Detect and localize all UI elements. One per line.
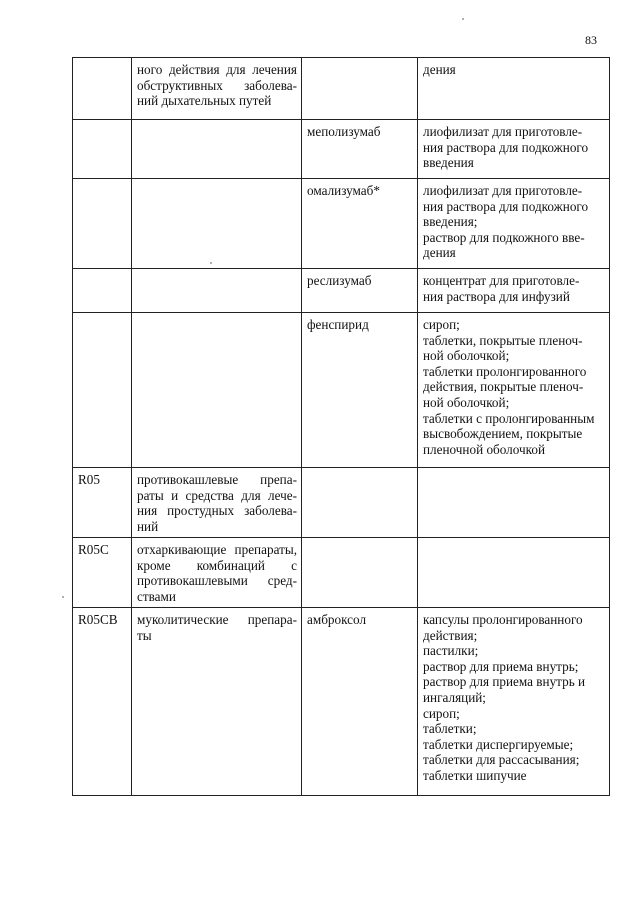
dosage-form-cell — [418, 58, 610, 120]
dosage-form-line: таблетки шипучие — [423, 767, 527, 783]
table-row — [73, 269, 610, 313]
atc-code-cell — [73, 179, 132, 269]
anatomical-group-cell — [132, 468, 302, 538]
group-text-line: ния простудных заболева- — [137, 503, 297, 519]
drug-name-cell — [302, 269, 418, 313]
anatomical-group-cell — [132, 608, 302, 796]
dosage-form-line: введения; — [423, 214, 478, 230]
drug-name: реслизумаб — [307, 273, 372, 288]
group-text-line: муколитические препара- — [137, 612, 297, 627]
dosage-form-line: таблетки диспергируемые; — [423, 736, 574, 752]
dosage-form-line: раствор для приема внутрь; — [423, 658, 579, 674]
drug-name-cell — [302, 313, 418, 468]
table-row — [73, 608, 610, 796]
dosage-form-line: ния раствора для подкожного — [423, 198, 589, 214]
drug-name-cell — [302, 468, 418, 538]
group-text-line: ного действия для лечения — [137, 62, 297, 77]
table-row — [73, 179, 610, 269]
atc-code: R05 — [78, 472, 100, 487]
dosage-form-line: сироп; — [423, 705, 460, 721]
group-text-line: ний — [137, 518, 159, 534]
page-number: 83 — [585, 33, 597, 47]
dosage-form-line: таблетки пролонгированного — [423, 363, 587, 379]
drug-name: омализумаб* — [307, 183, 380, 198]
dosage-form-line: действия; — [423, 627, 478, 643]
atc-code-cell — [73, 538, 132, 608]
drug-name-cell — [302, 179, 418, 269]
drug-name: меполизумаб — [307, 124, 381, 139]
group-text-line: отхаркивающие препараты, — [137, 542, 297, 557]
dosage-form-cell — [418, 468, 610, 538]
dosage-form-line: капсулы пролонгированного — [423, 612, 583, 627]
dosage-form-line: таблетки для рассасывания; — [423, 752, 580, 768]
anatomical-group-cell — [132, 179, 302, 269]
scan-speck — [210, 262, 212, 264]
table-row — [73, 58, 610, 120]
anatomical-group-cell — [132, 269, 302, 313]
dosage-form-cell — [418, 313, 610, 468]
dosage-form-cell — [418, 269, 610, 313]
dosage-form-line: дения — [423, 245, 456, 261]
drug-name: фенспирид — [307, 317, 369, 332]
dosage-form-line: ния раствора для инфузий — [423, 288, 570, 304]
table-row — [73, 120, 610, 179]
dosage-form-line: введения — [423, 155, 474, 171]
dosage-form-line: ной оболочкой; — [423, 394, 510, 410]
group-text-line: ты — [137, 627, 152, 643]
drug-name: амброксол — [307, 612, 367, 627]
drug-name-cell — [302, 58, 418, 120]
dosage-form-line: раствор для подкожного вве- — [423, 229, 585, 245]
scan-speck — [62, 596, 64, 598]
anatomical-group-cell — [132, 313, 302, 468]
dosage-form-cell — [418, 608, 610, 796]
dosage-form-line: таблетки с пролонгированным — [423, 410, 595, 426]
anatomical-group-cell — [132, 58, 302, 120]
atc-code: R05CB — [78, 612, 118, 627]
dosage-form-line: таблетки, покрытые пленоч- — [423, 332, 583, 348]
atc-code-cell — [73, 269, 132, 313]
dosage-form-line: действия, покрытые пленоч- — [423, 379, 584, 395]
table-row — [73, 538, 610, 608]
atc-code-cell — [73, 608, 132, 796]
drug-name-cell — [302, 538, 418, 608]
dosage-form-line: таблетки; — [423, 721, 477, 737]
drug-name-cell — [302, 120, 418, 179]
dosage-form-line: ной оболочкой; — [423, 348, 510, 364]
dosage-form-line: лиофилизат для приготовле- — [423, 124, 583, 139]
atc-code-cell — [73, 58, 132, 120]
dosage-form-line: сироп; — [423, 317, 460, 332]
dosage-form-line: дения — [423, 62, 456, 77]
atc-code-cell — [73, 313, 132, 468]
dosage-form-cell — [418, 179, 610, 269]
dosage-form-line: пленочной оболочкой — [423, 441, 546, 457]
group-text-line: противокашлевыми сред- — [137, 573, 297, 589]
dosage-form-line: концентрат для приготовле- — [423, 273, 580, 288]
scan-speck — [462, 18, 464, 20]
dosage-form-cell — [418, 538, 610, 608]
atc-code-cell — [73, 468, 132, 538]
dosage-form-line: ингаляций; — [423, 689, 486, 705]
dosage-form-line: раствор для приема внутрь и — [423, 674, 586, 690]
dosage-form-line: пастилки; — [423, 643, 479, 659]
group-text-line: раты и средства для лече- — [137, 487, 297, 503]
dosage-form-line: высвобождением, покрытые — [423, 426, 583, 442]
dosage-form-line: ния раствора для подкожного — [423, 139, 589, 155]
atc-code-cell — [73, 120, 132, 179]
group-text-line: противокашлевые препа- — [137, 472, 297, 487]
anatomical-group-cell — [132, 538, 302, 608]
group-text-line: ний дыхательных путей — [137, 93, 272, 109]
atc-code: R05C — [78, 542, 109, 557]
anatomical-group-cell — [132, 120, 302, 179]
table-row — [73, 313, 610, 468]
drug-name-cell — [302, 608, 418, 796]
dosage-form-line: лиофилизат для приготовле- — [423, 183, 583, 198]
group-text-line: обструктивных заболева- — [137, 77, 297, 93]
medication-table — [72, 57, 610, 796]
table-row — [73, 468, 610, 538]
group-text-line: кроме комбинаций с — [137, 557, 297, 573]
dosage-form-cell — [418, 120, 610, 179]
group-text-line: ствами — [137, 588, 176, 604]
